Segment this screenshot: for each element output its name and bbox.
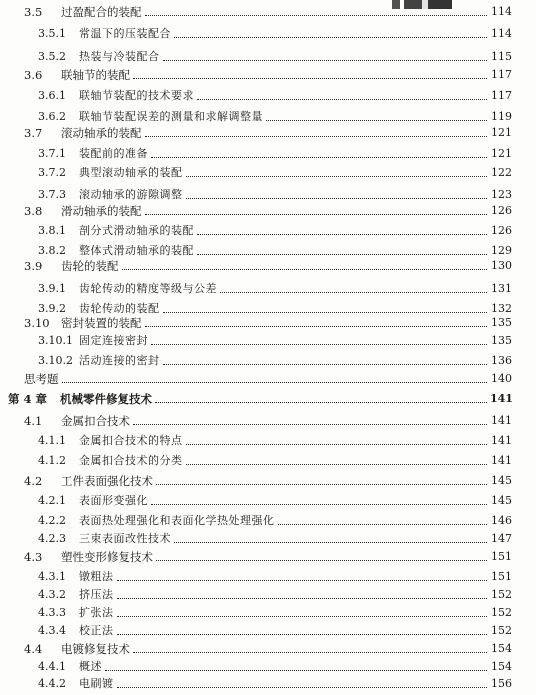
- page-number: 122: [491, 166, 512, 179]
- page-number: 147: [491, 532, 512, 545]
- entry-number: 4.4: [24, 642, 43, 656]
- subsection-entry[interactable]: [38, 430, 512, 452]
- dot-leader: [151, 343, 487, 345]
- entry-number: 3.7.2: [38, 166, 66, 179]
- entry-title: 整体式滑动轴承的装配: [79, 244, 194, 257]
- page-number: 119: [491, 110, 512, 123]
- dot-leader: [151, 156, 487, 158]
- entry-number: 3.7.3: [38, 188, 66, 201]
- entry-number: 3.6.1: [38, 89, 66, 102]
- dot-leader: [133, 77, 487, 79]
- page-number: 141: [490, 392, 513, 405]
- entry-number: 4.4.2: [38, 677, 66, 690]
- entry-number: 3.10.1: [38, 334, 73, 347]
- entry-title: 典型滚动轴承的装配: [79, 166, 183, 179]
- entry-title: 扩张法: [79, 606, 114, 619]
- entry-title: 滚动轴承的装配: [61, 126, 142, 140]
- dot-leader: [174, 541, 487, 543]
- dot-leader: [156, 483, 487, 485]
- page-number: 152: [491, 588, 512, 601]
- dot-leader: [145, 213, 488, 215]
- page-number: 136: [491, 354, 512, 367]
- entry-title: 齿轮的装配: [61, 259, 119, 273]
- dot-leader: [266, 119, 487, 121]
- entry-title: 滑动轴承的装配: [61, 204, 142, 218]
- page-number: 141: [491, 454, 512, 467]
- entry-title: 联轴节的装配: [61, 68, 130, 82]
- entry-number: 4.3.3: [38, 606, 66, 619]
- dot-leader: [186, 443, 488, 445]
- subsection-entry[interactable]: [38, 278, 512, 300]
- page-number: 154: [491, 660, 512, 673]
- entry-title: 概述: [79, 660, 102, 673]
- entry-number: 4.1.1: [38, 434, 66, 447]
- subsection-entry[interactable]: [38, 220, 512, 242]
- dot-leader: [155, 401, 487, 403]
- entry-title: 齿轮传动的装配: [79, 302, 160, 315]
- entry-number: 4.2.2: [38, 514, 66, 527]
- page-number: 156: [491, 677, 512, 690]
- page-number: 131: [491, 282, 512, 295]
- dot-leader: [133, 423, 487, 425]
- page-number: 132: [491, 302, 512, 315]
- page-number: 141: [491, 434, 512, 447]
- dot-leader: [163, 59, 488, 61]
- entry-number: 4.3.2: [38, 588, 66, 601]
- entry-title: 齿轮传动的精度等级与公差: [79, 282, 217, 295]
- entry-number: 3.10.2: [38, 354, 73, 367]
- page-number: 115: [491, 50, 512, 63]
- entry-number: 3.10: [24, 316, 50, 330]
- page-number: 152: [491, 606, 512, 619]
- entry-number: 4.4.1: [38, 660, 66, 673]
- entry-number: 3.6: [24, 68, 43, 82]
- page-number: 145: [491, 494, 512, 507]
- dot-leader: [278, 523, 488, 525]
- subsection-entry[interactable]: [38, 673, 512, 695]
- entry-title: 过盈配合的装配: [61, 5, 142, 19]
- page-number: 141: [491, 414, 512, 427]
- page-number: 135: [491, 334, 512, 347]
- section-entry[interactable]: [24, 122, 512, 144]
- dot-leader: [122, 268, 488, 270]
- entry-number: 3.5.2: [38, 50, 66, 63]
- entry-title: 机械零件修复技术: [60, 392, 152, 406]
- entry-number: 4.1.2: [38, 454, 66, 467]
- page-number: 152: [491, 624, 512, 637]
- dot-leader: [117, 597, 488, 599]
- section-entry[interactable]: [24, 546, 512, 568]
- entry-title: 剖分式滑动轴承的装配: [79, 224, 194, 237]
- entry-title: 电镀修复技术: [61, 642, 130, 656]
- dot-leader: [117, 633, 488, 635]
- entry-title: 挤压法: [79, 588, 114, 601]
- page-number: 129: [491, 244, 512, 257]
- dot-leader: [105, 669, 487, 671]
- page-number: 126: [491, 204, 512, 217]
- entry-number: 3.8.2: [38, 244, 66, 257]
- page-number: 117: [491, 68, 512, 81]
- entry-title: 表面热处理强化和表面化学热处理强化: [79, 514, 275, 527]
- page-number: 135: [491, 316, 512, 329]
- page-number: 114: [491, 5, 512, 18]
- entry-title: 金属扣合技术的特点: [79, 434, 183, 447]
- dot-leader: [145, 14, 488, 16]
- entry-number: 第 4 章: [8, 392, 48, 406]
- entry-number: 4.2.3: [38, 532, 66, 545]
- entry-number: 3.5.1: [38, 27, 66, 40]
- page-number: 126: [491, 224, 512, 237]
- section-entry[interactable]: [24, 368, 512, 390]
- entry-number: 4.2: [24, 474, 43, 488]
- subsection-entry[interactable]: [38, 85, 512, 107]
- dot-leader: [197, 233, 487, 235]
- entry-title: 镦粗法: [79, 570, 114, 583]
- entry-title: 工件表面强化技术: [61, 474, 153, 488]
- entry-number: 3.6.2: [38, 110, 66, 123]
- page-number: 114: [491, 27, 512, 40]
- entry-number: 4.3.1: [38, 570, 66, 583]
- entry-title: 装配前的准备: [79, 147, 148, 160]
- page-number: 151: [491, 570, 512, 583]
- entry-number: 3.7: [24, 126, 43, 140]
- entry-number: 3.9.2: [38, 302, 66, 315]
- entry-number: 4.1: [24, 414, 43, 428]
- entry-title: 思考题: [24, 372, 59, 386]
- page-number: 117: [491, 89, 512, 102]
- subsection-entry[interactable]: [38, 330, 512, 352]
- page-number: 151: [491, 550, 512, 563]
- page-number: 146: [491, 514, 512, 527]
- entry-title: 常温下的压装配合: [79, 27, 171, 40]
- entry-title: 热装与冷装配合: [79, 50, 160, 63]
- page-number: 154: [491, 642, 512, 655]
- entry-title: 三束表面改性技术: [79, 532, 171, 545]
- dot-leader: [133, 651, 487, 653]
- dot-leader: [186, 175, 488, 177]
- dot-leader: [220, 291, 487, 293]
- dot-leader: [151, 503, 487, 505]
- section-entry[interactable]: [24, 470, 512, 492]
- entry-number: 3.9.1: [38, 282, 66, 295]
- subsection-entry[interactable]: [38, 23, 512, 45]
- section-entry[interactable]: [24, 1, 512, 23]
- section-entry[interactable]: [24, 410, 512, 432]
- subsection-entry[interactable]: [38, 490, 512, 512]
- entry-title: 校正法: [79, 624, 114, 637]
- dot-leader: [174, 36, 487, 38]
- entry-title: 固定连接密封: [79, 334, 148, 347]
- dot-leader: [186, 197, 488, 199]
- entry-title: 金属扣合技术的分类: [79, 454, 183, 467]
- page-number: 121: [491, 147, 512, 160]
- entry-number: 4.3.4: [38, 624, 66, 637]
- entry-number: 3.5: [24, 5, 43, 19]
- dot-leader: [163, 363, 488, 365]
- section-entry[interactable]: [24, 200, 512, 222]
- entry-title: 滚动轴承的游隙调整: [79, 188, 183, 201]
- dot-leader: [145, 325, 488, 327]
- section-entry[interactable]: [24, 255, 512, 277]
- entry-title: 联轴节装配的技术要求: [79, 89, 194, 102]
- page-number: 123: [491, 188, 512, 201]
- entry-title: 密封装置的装配: [61, 316, 142, 330]
- page-number: 145: [491, 474, 512, 487]
- dot-leader: [117, 686, 488, 688]
- chapter-entry[interactable]: [8, 388, 512, 410]
- subsection-entry[interactable]: [38, 162, 512, 184]
- entry-title: 塑性变形修复技术: [61, 550, 153, 564]
- page-number: 140: [491, 372, 512, 385]
- entry-number: 4.2.1: [38, 494, 66, 507]
- page-number: 130: [491, 259, 512, 272]
- section-entry[interactable]: [24, 64, 512, 86]
- page-number: 121: [491, 126, 512, 139]
- entry-number: 3.9: [24, 259, 43, 273]
- entry-title: 电刷镀: [79, 677, 114, 690]
- dot-leader: [156, 559, 487, 561]
- dot-leader: [62, 381, 488, 383]
- entry-title: 联轴节装配误差的测量和求解调整量: [79, 110, 263, 123]
- entry-title: 金属扣合技术: [61, 414, 130, 428]
- dot-leader: [117, 615, 488, 617]
- entry-number: 3.8: [24, 204, 43, 218]
- subsection-entry[interactable]: [38, 450, 512, 472]
- dot-leader: [145, 135, 488, 137]
- dot-leader: [117, 579, 488, 581]
- entry-number: 3.7.1: [38, 147, 66, 160]
- entry-number: 4.3: [24, 550, 43, 564]
- dot-leader: [186, 463, 488, 465]
- dot-leader: [197, 98, 487, 100]
- entry-title: 表面形变强化: [79, 494, 148, 507]
- entry-number: 3.8.1: [38, 224, 66, 237]
- entry-title: 活动连接的密封: [79, 354, 160, 367]
